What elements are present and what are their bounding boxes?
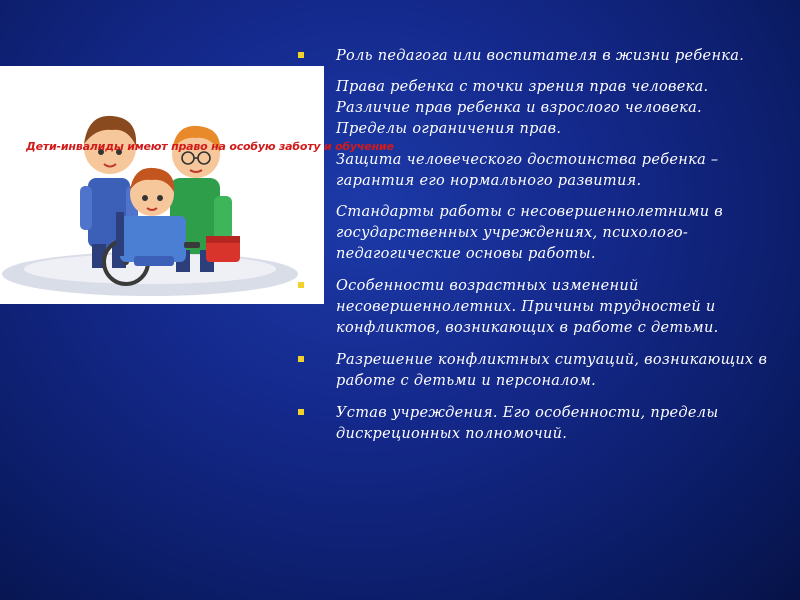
bullet-marker [298, 52, 304, 58]
list-item-text: Разрешение конфликтных ситуаций, возникающих в работе с детьми и персоналом. [336, 352, 768, 389]
illustration-title: Дети-инвалиды имеют право на особую заботу и обучение [26, 140, 394, 153]
list-item [298, 46, 768, 67]
bullet-marker [298, 356, 304, 362]
list-item [298, 403, 768, 445]
list-item [298, 350, 768, 392]
list-item-text: Устав учреждения. Его особенности, пределы дискреционных полномочий. [336, 405, 719, 442]
list-item-text: Права ребенка с точки зрения прав человека. Различие прав ребенка и взрослого человека. Пределы ограничения прав. [336, 79, 709, 137]
bullet-marker [298, 409, 304, 415]
children-drawing [0, 66, 324, 304]
list-item [298, 150, 768, 192]
list-item-text: Стандарты работы с несовершеннолетними в государственных учреждениях, психолого-педагогические основы работы. [336, 204, 724, 262]
list-item-text: Защита человеческого достоинства ребенка – гарантия его нормального развития. [336, 152, 719, 189]
bullet-marker [298, 282, 304, 288]
list-item-text: Роль педагога или воспитателя в жизни ребенка. [336, 48, 745, 64]
list-item [298, 276, 768, 339]
list-item [298, 202, 768, 265]
children-illustration [0, 66, 394, 304]
list-item [298, 77, 768, 140]
list-item-text: Особенности возрастных изменений несовершеннолетних. Причины трудностей и конфликтов, возникающих в работе с детьми. [336, 278, 719, 336]
bullet-list [298, 46, 768, 445]
